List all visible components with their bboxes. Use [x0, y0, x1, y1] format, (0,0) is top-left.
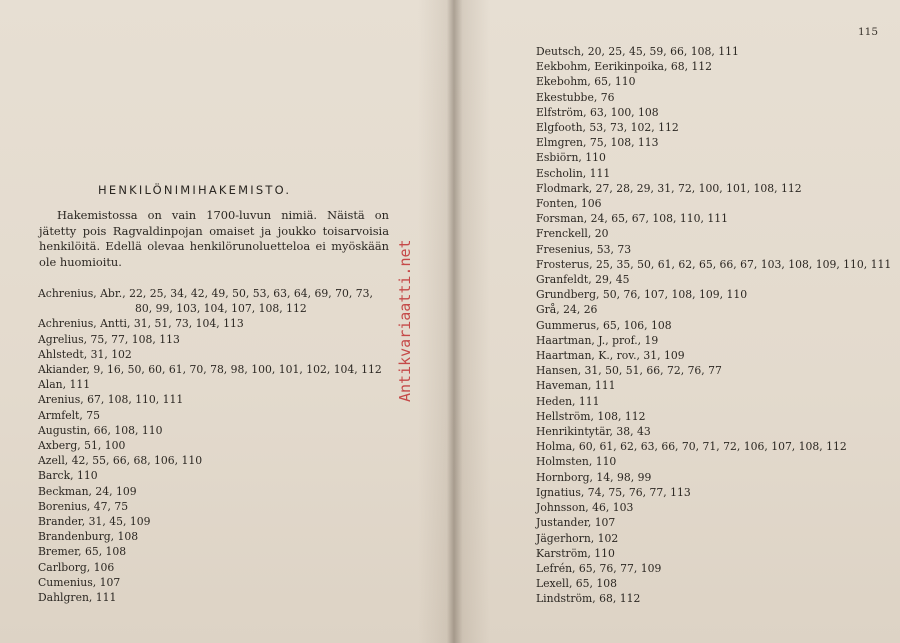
index-entry: Deutsch, 20, 25, 45, 59, 66, 108, 111: [536, 45, 739, 58]
index-entry: Jägerhorn, 102: [536, 531, 619, 545]
left-entry-list: [38, 286, 393, 605]
index-entry: Frosterus, 25, 35, 50, 61, 62, 65, 66, 67, 103, 108, 109, 110, 111: [536, 257, 892, 271]
index-entry: Karström, 110: [536, 546, 615, 560]
index-entry: Elmgren, 75, 108, 113: [536, 136, 659, 150]
index-entry: Lindström, 68, 112: [536, 592, 641, 606]
index-entry: Brander, 31, 45, 109: [38, 515, 151, 529]
index-entry: Agrelius, 75, 77, 108, 113: [38, 332, 180, 346]
index-entry: Grå, 24, 26: [536, 303, 598, 317]
index-entry: Esbiörn, 110: [536, 151, 606, 165]
page-number: 115: [857, 26, 878, 38]
index-entry: Cumenius, 107: [38, 575, 121, 589]
watermark: Antikvariaatti.net: [396, 239, 414, 402]
index-entry: Azell, 42, 55, 66, 68, 106, 110: [38, 454, 203, 468]
index-entry: Carlborg, 106: [38, 560, 115, 574]
index-entry: Escholin, 111: [536, 166, 611, 180]
index-entry: Fresenius, 53, 73: [536, 242, 632, 256]
index-entry: Haveman, 111: [536, 379, 616, 393]
index-entry: Granfeldt, 29, 45: [536, 273, 630, 287]
index-entry: Fonten, 106: [536, 197, 602, 211]
index-entry: Lefrén, 65, 76, 77, 109: [536, 561, 662, 575]
index-entry: Armfelt, 75: [38, 408, 100, 422]
index-entry: Johnsson, 46, 103: [536, 501, 634, 515]
index-title: HENKILÖNIMIHAKEMISTO.: [98, 183, 292, 197]
index-entry: Ekebohm, 65, 110: [536, 75, 636, 89]
index-entry: Hornborg, 14, 98, 99: [536, 470, 652, 484]
index-entry: Bremer, 65, 108: [38, 545, 127, 559]
index-entry: Grundberg, 50, 76, 107, 108, 109, 110: [536, 288, 748, 302]
index-entry: Axberg, 51, 100: [38, 439, 126, 453]
index-entry: Akiander, 9, 16, 50, 60, 61, 70, 78, 98, 100, 101, 102, 104, 112: [38, 363, 382, 377]
index-entry: Beckman, 24, 109: [38, 484, 137, 498]
index-entry: Holma, 60, 61, 62, 63, 66, 70, 71, 72, 106, 107, 108, 112: [536, 440, 847, 454]
index-entry: Alan, 111: [38, 378, 91, 392]
index-entry: Frenckell, 20: [536, 227, 609, 241]
index-entry: Augustin, 66, 108, 110: [38, 423, 163, 437]
index-entry: Flodmark, 27, 28, 29, 31, 72, 100, 101, 108, 112: [536, 181, 802, 195]
index-entry: Haartman, K., rov., 31, 109: [536, 349, 685, 363]
index-entry: Forsman, 24, 65, 67, 108, 110, 111: [536, 212, 728, 226]
index-entry: Hellström, 108, 112: [536, 409, 646, 423]
index-entry: Haartman, J., prof., 19: [536, 333, 659, 347]
index-entry: Achrenius, Abr., 22, 25, 34, 42, 49, 50, 53, 63, 64, 69, 70, 73, 80, 99, 103, 104, 107, 108, 112: [38, 287, 373, 316]
index-entry: Elgfooth, 53, 73, 102, 112: [536, 121, 679, 135]
index-entry: Heden, 111: [536, 394, 600, 408]
index-entry: Ignatius, 74, 75, 76, 77, 113: [536, 485, 691, 499]
index-entry: Holmsten, 110: [536, 455, 617, 469]
index-entry: Barck, 110: [38, 469, 98, 483]
index-entry: Brandenburg, 108: [38, 530, 139, 544]
index-entry: Borenius, 47, 75: [38, 499, 129, 513]
index-entry: Gummerus, 65, 106, 108: [536, 318, 672, 332]
index-entry: Eekbohm, Eerikinpoika, 68, 112: [536, 60, 713, 74]
index-entry: Ahlstedt, 31, 102: [38, 347, 132, 361]
index-entry: Achrenius, Antti, 31, 51, 73, 104, 113: [38, 317, 244, 331]
index-entry: Justander, 107: [536, 516, 616, 530]
index-entry: Lexell, 65, 108: [536, 577, 618, 591]
index-entry: Ekestubbe, 76: [536, 90, 615, 104]
index-entry: Arenius, 67, 108, 110, 111: [38, 393, 184, 407]
index-entry: Elfström, 63, 100, 108: [536, 105, 659, 119]
right-entry-list: [536, 44, 896, 607]
index-intro: Hakemistossa on vain 1700-luvun nimiä. Näistä on jätetty pois Ragvaldinpojan omaiset ja joukko toisarvoisia henkilöitä. Edellä olevaa henkilörunoluetteloa ei myöskään ole huomioitu.: [39, 208, 389, 269]
right-page: [452, 0, 900, 643]
index-entry: Hansen, 31, 50, 51, 66, 72, 76, 77: [536, 364, 722, 378]
index-entry: Henrikintytär, 38, 43: [536, 425, 651, 439]
index-entry: Dahlgren, 111: [38, 591, 117, 605]
